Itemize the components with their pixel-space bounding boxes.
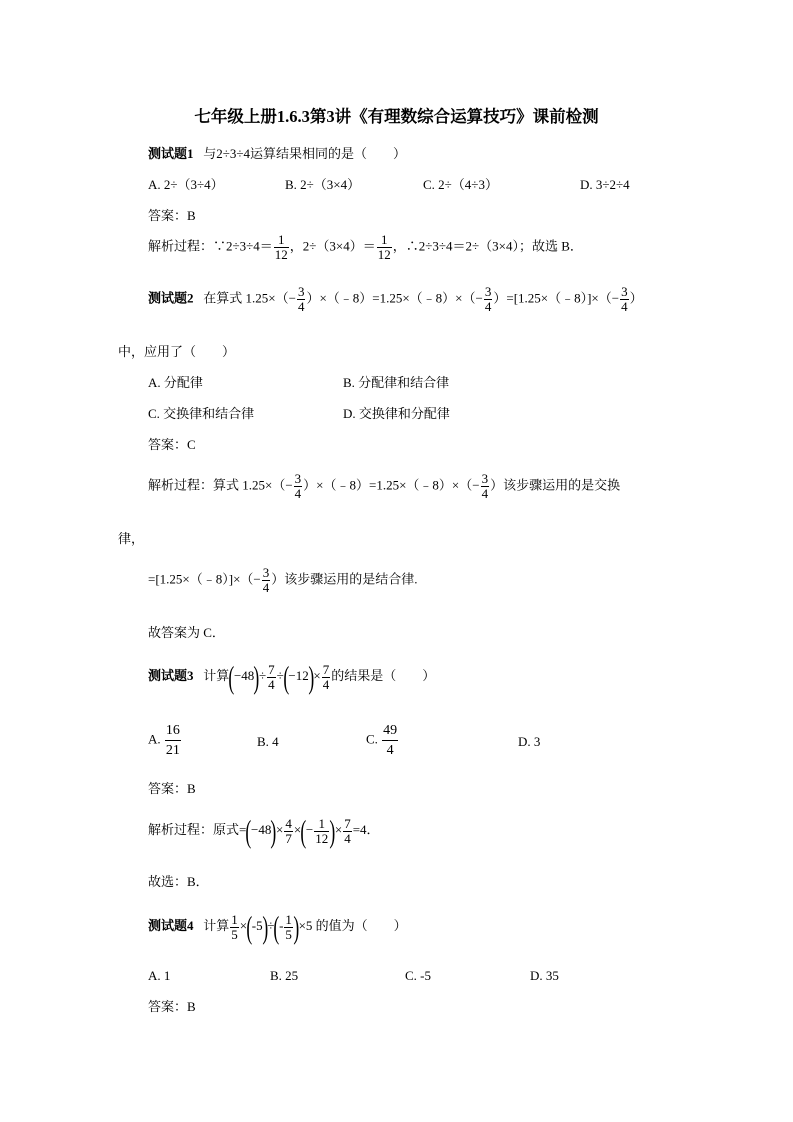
q2-analysis-line-1: 解析过程：算式 1.25×（− $\frac{3}{4}$ ）×（﹣8）=1.25×（﹣8）×（− $\frac{3}{4}$ ）该步骤运用的是交换 <box>148 471 621 501</box>
fraction: $\frac{7}{4}$ <box>322 661 330 692</box>
fraction: $\frac{3}{4}$ <box>481 471 489 501</box>
question-1-stem <box>148 145 406 163</box>
q1-option-b: B. 2÷（3×4） <box>285 177 361 192</box>
fraction: $\frac{3}{4}$ <box>297 284 305 314</box>
q4-option-d: D. 35 <box>530 968 559 983</box>
question-3-stem: 测试题3 计算(−48)÷ $\frac{7}{4}$ ÷(−12)× $\frac{7}{4}$ 的结果是（ ） <box>148 659 436 695</box>
q2-option-a: A. 分配律 <box>148 375 203 390</box>
q4-option-c: C. -5 <box>405 968 431 983</box>
question-1-label: 测试题1 <box>148 146 194 161</box>
fraction: $\frac{16}{21}$ <box>165 723 180 758</box>
q2-analysis-line-1-cont: 律， <box>118 531 145 546</box>
q4-option-b: B. 25 <box>270 968 299 983</box>
q2-option-c: C. 交换律和结合律 <box>148 406 255 421</box>
q1-option-a: A. 2÷（3÷4） <box>148 177 224 192</box>
question-2-stem: 测试题2 在算式 1.25×（− $\frac{3}{4}$ ）×（﹣8）=1.25×（﹣8）×（− $\frac{3}{4}$ ）=[1.25×（﹣8）]×（− $\frac{3}{4}$ ） <box>148 284 643 314</box>
q2-option-d: D. 交换律和分配律 <box>343 406 450 421</box>
fraction: $\frac{1}{12}$ <box>377 232 391 262</box>
q3-option-b: B. 4 <box>257 734 279 749</box>
fraction: $\frac{1}{5}$ <box>231 911 238 942</box>
q4-option-a: A. 1 <box>148 968 171 983</box>
fraction: $\frac{1}{12}$ <box>274 232 288 262</box>
q4-answer: 答案：B <box>148 999 196 1014</box>
fraction: $\frac{4}{7}$ <box>285 815 292 846</box>
q3-option-c: C. $\frac{49}{4}$ <box>366 723 398 758</box>
fraction: $\frac{1}{5}$ <box>285 911 292 942</box>
q1-answer: 答案：B <box>148 208 196 223</box>
fraction: $\frac{1}{12}$ <box>315 815 329 846</box>
question-4-label: 测试题4 <box>148 917 194 933</box>
q1-analysis: 解析过程：∵2÷3÷4＝ $\frac{1}{12}$ ，2÷（3×4）＝ $\frac{1}{12}$ ，∴2÷3÷4＝2÷（3×4）；故选 B． <box>148 232 583 262</box>
question-1-text: 与2÷3÷4运算结果相同的是（ ） <box>203 146 407 161</box>
question-2-label: 测试题2 <box>148 290 194 306</box>
fraction: $\frac{49}{4}$ <box>383 723 398 758</box>
page-title: 七年级上册1.6.3第3讲《有理数综合运算技巧》课前检测 <box>194 107 599 126</box>
q3-analysis: 解析过程：原式=(−48)× $\frac{4}{7}$ ×(− $\frac{1}{12}$ )× $\frac{7}{4}$ =4． <box>148 813 380 849</box>
q3-answer: 答案：B <box>148 781 196 796</box>
q3-option-d: D. 3 <box>518 734 541 749</box>
q2-analysis-line-2: =[1.25×（﹣8）]×（− $\frac{3}{4}$ ）该步骤运用的是结合律. <box>148 565 418 595</box>
q2-option-b: B. 分配律和结合律 <box>343 375 450 390</box>
fraction: $\frac{3}{4}$ <box>621 284 628 314</box>
fraction: $\frac{7}{4}$ <box>344 815 351 846</box>
fraction: $\frac{3}{4}$ <box>484 284 492 314</box>
q3-option-a: A. $\frac{16}{21}$ <box>148 723 180 758</box>
q2-conclusion: 故答案为 C． <box>148 625 225 640</box>
question-3-label: 测试题3 <box>148 667 194 683</box>
question-2-stem-cont: 中，应用了（ ） <box>118 344 236 359</box>
question-4-stem: 测试题4 计算 $\frac{1}{5}$ ×(-5)÷(- $\frac{1}{5}$ )×5 的值为（ ） <box>148 909 407 945</box>
fraction: $\frac{3}{4}$ <box>262 565 270 595</box>
fraction: $\frac{7}{4}$ <box>268 661 275 692</box>
q1-option-c: C. 2÷（4÷3） <box>423 177 498 192</box>
fraction: $\frac{3}{4}$ <box>294 471 302 501</box>
q3-conclusion: 故选：B． <box>148 874 209 889</box>
q1-option-d: D. 3÷2÷4 <box>580 177 630 192</box>
q2-answer: 答案：C <box>148 437 196 452</box>
